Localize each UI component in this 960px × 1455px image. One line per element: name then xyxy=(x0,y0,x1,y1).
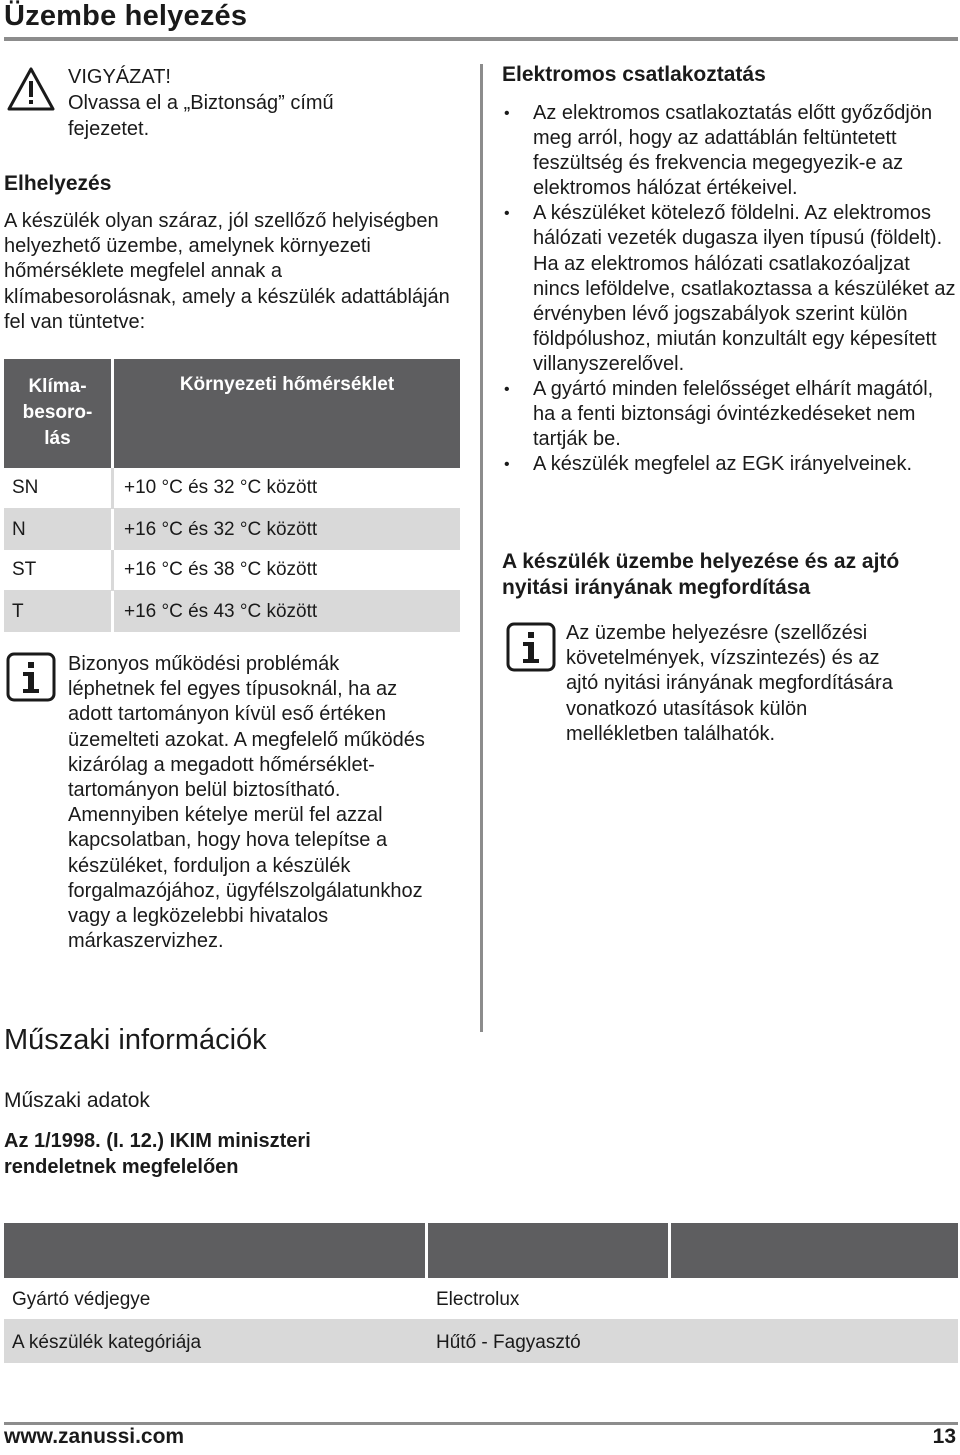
warning-heading: VIGYÁZAT! xyxy=(68,66,171,88)
list-item: • A készüléket kötelező földelni. Az elektromos hálózati vezeték dugasza ilyen típusú (földelt). Ha az elektromos hálózati csatlakozóaljzat nincs leföldelve, csatlakoztassa a készüléket az érvényben lévő jogszabályok szerint külön földpólushoz, miután konzultált egy képesített villanyszerelővel. xyxy=(502,201,958,377)
door-reversal-text: Az üzembe helyezésre (szellőzési követelmények, vízszintezés) és az ajtó nyitási irányának megfordítására vonatkozó utasítások külön mellékletben találhatók. xyxy=(566,622,893,745)
footer-url: www.zanussi.com xyxy=(4,1425,185,1448)
column-divider xyxy=(480,64,483,1032)
warning-triangle-icon xyxy=(6,66,56,117)
header-climate-class: Klíma- besoro- lás xyxy=(4,359,114,468)
page-number: 13 xyxy=(932,1425,956,1448)
list-item: • A gyártó minden felelősséget elhárít magától, ha a fenti biztonsági óvintézkedéseket nem tartják be. xyxy=(502,377,958,452)
door-reversal-heading: A készülék üzembe helyezése és az ajtó nyitási irányának megfordítása xyxy=(502,550,900,599)
placement-heading: Elhelyezés xyxy=(4,172,112,195)
table-header xyxy=(4,359,460,468)
table-row: T +16 °C és 43 °C között xyxy=(4,591,460,632)
climate-class-table xyxy=(4,359,460,632)
table-row: Gyártó védjegye Electrolux xyxy=(4,1281,958,1322)
placement-text: A készülék olyan száraz, jól szellőző helyiségben helyezhető üzembe, amelynek környezeti hőmérséklete megfelel annak a klímabesorolásnak, amely a készülék adattábláján fel van tüntetve: xyxy=(4,210,450,333)
table-row: SN +10 °C és 32 °C között xyxy=(4,468,460,509)
section-title: Műszaki információk xyxy=(4,1024,267,1056)
list-item: • A készülék megfelel az EGK irányelveinek. xyxy=(502,452,958,477)
header-ambient-temperature: Környezeti hőmérséklet xyxy=(179,374,395,395)
tech-data-table xyxy=(4,1223,958,1363)
electrical-heading: Elektromos csatlakoztatás xyxy=(502,63,766,86)
page-title: Üzembe helyezés xyxy=(4,0,248,32)
regulation-text: Az 1/1998. (I. 12.) IKIM miniszteri rendeletnek megfelelően xyxy=(4,1130,311,1178)
electrical-bullet-list xyxy=(502,101,958,477)
list-item: • Az elektromos csatlakoztatás előtt győződjön meg arról, hogy az adattáblán feltüntetett feszültség és frekvencia megegyezik-e az elektromos hálózat értékeivel. xyxy=(502,101,958,201)
info-icon xyxy=(6,652,56,707)
info-note-text: Bizonyos működési problémák léphetnek fel egyes típusoknál, ha az adott tartományon kívül eső értéken üzemelteti azokat. A megfelelő működés kizárólag a megadott hőmérséklet-tartományon belül biztosítható. Amennyiben kételye merül fel azzal kapcsolatban, hogy hova telepítse a készüléket, forduljon a készülék forgalmazójához, ügyfélszolgálatunkhoz vagy a legközelebbi hivatalos márkaszervizhez. xyxy=(68,653,425,953)
table-header xyxy=(4,1223,958,1278)
info-icon xyxy=(506,622,556,677)
warning-text: Olvassa el a „Biztonság” című fejezetet. xyxy=(68,92,334,140)
title-divider xyxy=(4,37,958,41)
tech-data-heading: Műszaki adatok xyxy=(4,1089,150,1112)
table-row: ST +16 °C és 38 °C között xyxy=(4,550,460,591)
table-row: A készülék kategóriája Hűtő - Fagyasztó xyxy=(4,1322,958,1363)
table-row: N +16 °C és 32 °C között xyxy=(4,509,460,550)
warning-block xyxy=(68,64,388,142)
